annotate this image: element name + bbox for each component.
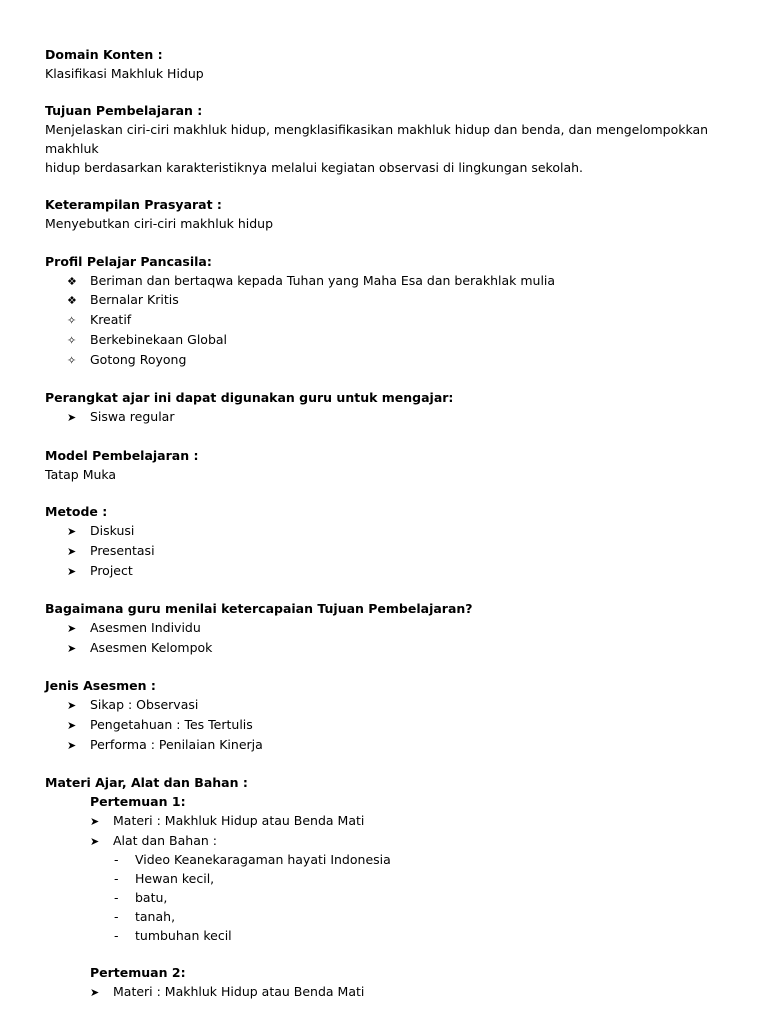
dash-bullet: - — [114, 927, 119, 943]
list-item-text: Asesmen Individu — [90, 619, 201, 635]
arrow-bullet-icon: ➤ — [67, 564, 77, 578]
alat-bahan-list — [90, 851, 735, 945]
metode-list — [45, 522, 735, 581]
metode-heading: Metode : — [45, 504, 108, 520]
list-item-text: Materi : Makhluk Hidup atau Benda Mati — [113, 984, 365, 1000]
list-item-text: Kreatif — [90, 312, 132, 328]
section-perangkat — [45, 389, 735, 428]
penilaian-list — [45, 619, 735, 659]
dash-bullet: - — [114, 890, 119, 906]
dash-bullet: - — [114, 871, 119, 887]
list-item — [90, 851, 735, 870]
list-item-text: Project — [90, 562, 133, 578]
pertemuan-2-title: Pertemuan 2: — [90, 965, 186, 981]
list-item-text: Gotong Royong — [90, 351, 187, 367]
list-item — [45, 331, 735, 351]
list-item-text: Bernalar Kritis — [90, 292, 179, 308]
list-item — [45, 542, 735, 562]
section-prasyarat — [45, 196, 735, 234]
arrow-bullet-icon: ➤ — [90, 986, 100, 1000]
penilaian-heading: Bagaimana guru menilai ketercapaian Tujuan Pembelajaran? — [45, 601, 473, 617]
tujuan-line-1: Menjelaskan ciri-ciri makhluk hidup, mengklasifikasikan makhluk hidup dan benda, dan mengelompokkan makhluk — [45, 122, 709, 156]
jenis-asesmen-heading: Jenis Asesmen : — [45, 678, 156, 694]
list-item — [45, 522, 735, 542]
profil-heading: Profil Pelajar Pancasila: — [45, 253, 212, 269]
list-item-text: Presentasi — [90, 542, 155, 558]
arrow-bullet-icon: ➤ — [90, 834, 100, 848]
star-bullet-icon: ✧ — [67, 333, 77, 347]
arrow-bullet-icon: ➤ — [67, 641, 77, 655]
arrow-bullet-icon: ➤ — [67, 718, 77, 732]
pertemuan-2-block — [45, 964, 735, 1003]
list-item-text: tumbuhan kecil — [135, 927, 232, 943]
dash-bullet: - — [114, 852, 119, 868]
arrow-bullet-icon: ➤ — [67, 544, 77, 558]
list-item-text: Hewan kecil, — [135, 871, 215, 887]
arrow-bullet-icon: ➤ — [67, 411, 77, 425]
list-item — [90, 870, 735, 889]
list-item — [45, 716, 735, 736]
list-item-text: Beriman dan bertaqwa kepada Tuhan yang Maha Esa dan berakhlak mulia — [90, 272, 556, 288]
diamond-bullet-icon: ❖ — [67, 274, 77, 288]
jenis-asesmen-list — [45, 696, 735, 755]
star-bullet-icon: ✧ — [67, 314, 77, 328]
prasyarat-heading: Keterampilan Prasyarat : — [45, 197, 222, 213]
diamond-bullet-icon: ❖ — [67, 294, 77, 308]
list-item-text: batu, — [135, 890, 168, 906]
list-item — [90, 832, 735, 852]
arrow-bullet-icon: ➤ — [90, 814, 100, 828]
arrow-bullet-icon: ➤ — [67, 621, 77, 635]
model-heading: Model Pembelajaran : — [45, 447, 199, 463]
list-item — [45, 619, 735, 639]
list-item — [45, 639, 735, 659]
pertemuan-1-list — [90, 812, 735, 852]
profil-list — [45, 272, 735, 371]
list-item — [90, 927, 735, 946]
list-item-text: Diskusi — [90, 522, 135, 538]
model-text: Tatap Muka — [45, 466, 117, 482]
perangkat-list — [45, 408, 735, 428]
list-item-text: Alat dan Bahan : — [113, 832, 217, 848]
list-item-text: Pengetahuan : Tes Tertulis — [90, 716, 253, 732]
list-item — [90, 889, 735, 908]
dash-bullet: - — [114, 908, 119, 924]
section-domain-konten — [45, 46, 735, 84]
star-bullet-icon: ✧ — [67, 353, 77, 367]
tujuan-heading: Tujuan Pembelajaran : — [45, 103, 203, 119]
list-item — [45, 351, 735, 371]
list-item-text: Siswa regular — [90, 409, 175, 425]
list-item-text: Berkebinekaan Global — [90, 331, 228, 347]
list-item — [45, 736, 735, 756]
section-jenis-asesmen — [45, 677, 735, 755]
pertemuan-2-list — [90, 983, 735, 1003]
list-item-text: Performa : Penilaian Kinerja — [90, 736, 263, 752]
perangkat-heading: Perangkat ajar ini dapat digunakan guru untuk mengajar: — [45, 390, 454, 406]
list-item — [45, 562, 735, 582]
tujuan-line-2: hidup berdasarkan karakteristiknya melalui kegiatan observasi di lingkungan sekolah. — [45, 159, 584, 175]
arrow-bullet-icon: ➤ — [67, 738, 77, 752]
section-tujuan — [45, 102, 735, 177]
list-item — [45, 272, 735, 292]
domain-konten-text: Klasifikasi Makhluk Hidup — [45, 65, 204, 81]
document-page — [45, 46, 735, 1022]
section-profil — [45, 253, 735, 371]
prasyarat-text: Menyebutkan ciri-ciri makhluk hidup — [45, 216, 274, 232]
list-item-text: Materi : Makhluk Hidup atau Benda Mati — [113, 812, 365, 828]
domain-konten-heading: Domain Konten : — [45, 47, 163, 62]
list-item — [45, 696, 735, 716]
list-item — [45, 408, 735, 428]
list-item — [90, 812, 735, 832]
arrow-bullet-icon: ➤ — [67, 699, 77, 713]
list-item-text: Sikap : Observasi — [90, 697, 199, 713]
list-item — [45, 291, 735, 311]
pertemuan-1-block — [45, 793, 735, 945]
list-item — [90, 908, 735, 927]
list-item-text: tanah, — [135, 908, 176, 924]
list-item — [90, 983, 735, 1003]
list-item-text: Asesmen Kelompok — [90, 639, 213, 655]
materi-heading: Materi Ajar, Alat dan Bahan : — [45, 775, 248, 791]
section-model — [45, 447, 735, 485]
arrow-bullet-icon: ➤ — [67, 524, 77, 538]
section-penilaian — [45, 600, 735, 658]
list-item — [45, 311, 735, 331]
section-metode — [45, 503, 735, 581]
list-item-text: Video Keanekaragaman hayati Indonesia — [135, 852, 391, 868]
section-materi — [45, 774, 735, 1003]
pertemuan-1-title: Pertemuan 1: — [90, 794, 186, 810]
